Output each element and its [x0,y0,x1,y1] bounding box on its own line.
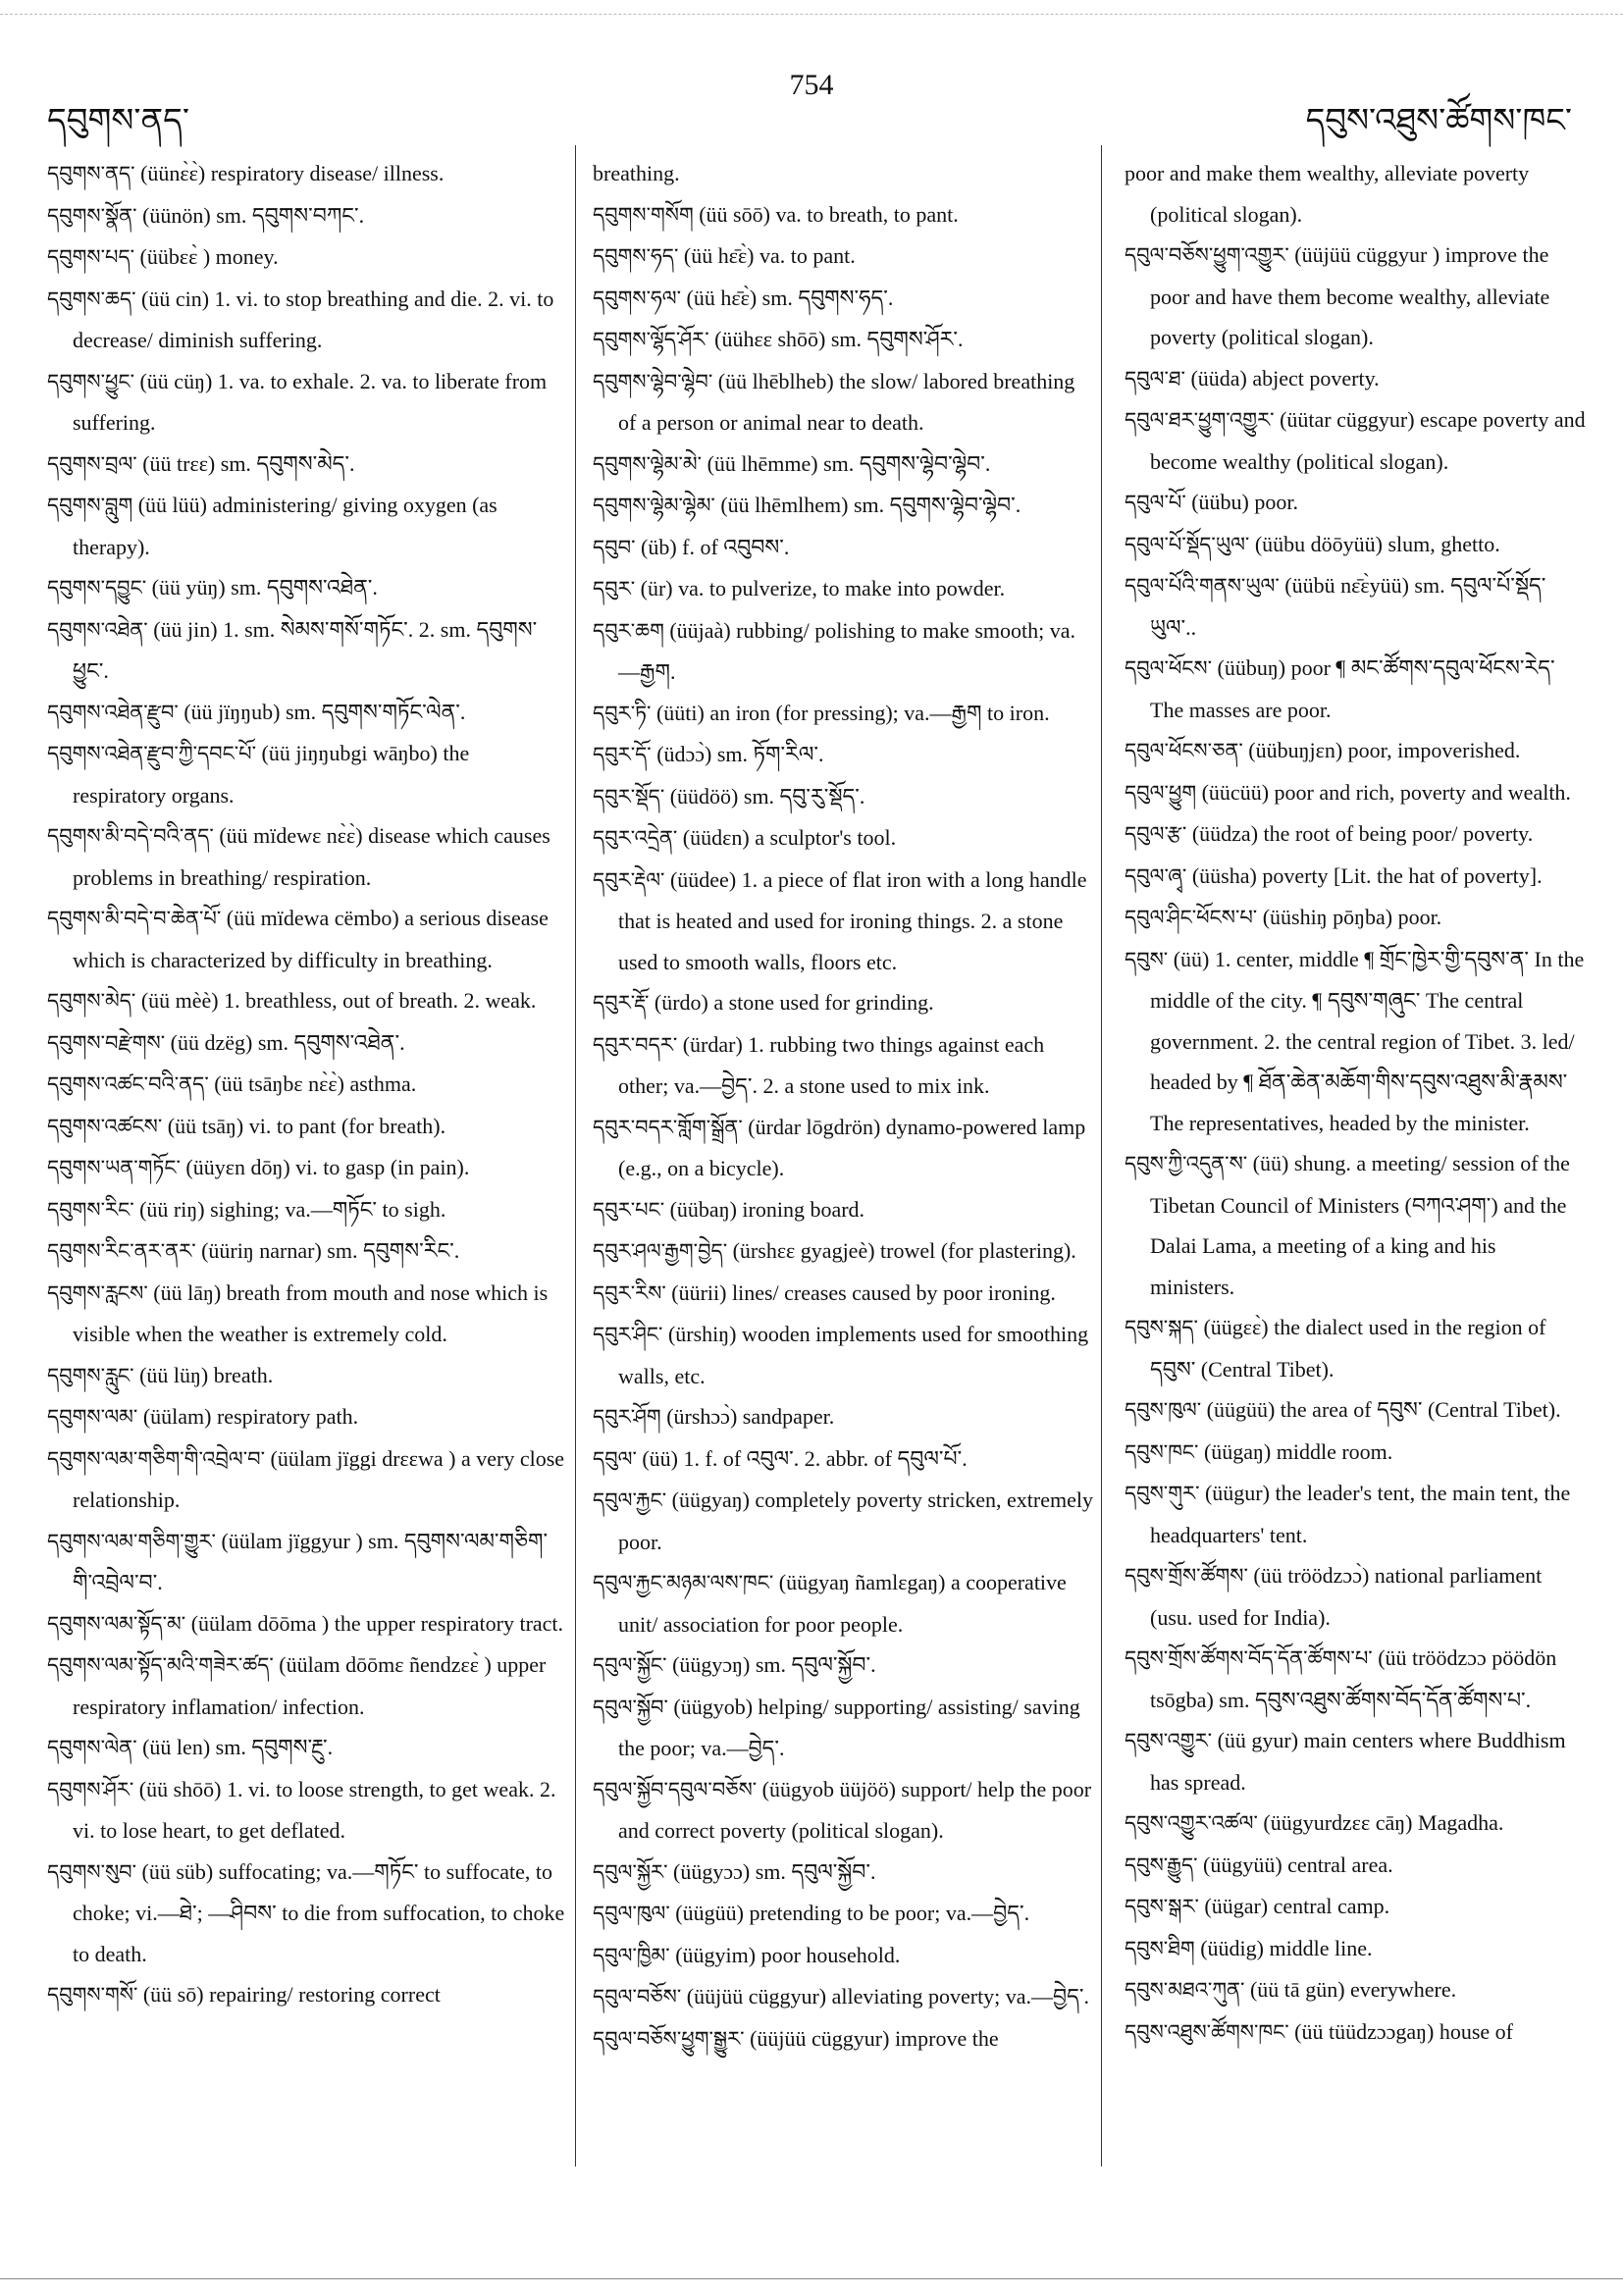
dictionary-entry [593,817,1093,860]
entry-headword: དབུགས་སྣོན་ [47,203,137,228]
entry-headword: དབུགས་རླངས་ [47,1280,148,1305]
entry-definition: (üüti) an iron (for pressing); va.—རྒྱག to iron. [651,700,1050,725]
dictionary-entry [1125,482,1586,524]
entry-definition: (üüdee) 1. a piece of flat iron with a long handle that is heated and used for ironing things. 2. a stone used to smooth walls, floors etc. [618,866,1087,974]
entry-definition: (üügyurdzɛɛ cāŋ) Magadha. [1257,1810,1504,1835]
entry-definition: (üüdöö) sm. དབུ་རུ་སྡོད་. [664,783,865,809]
entry-definition: (üü jin) 1. sm. སེམས་གསོ་གཏོང་. 2. sm. དབུགས་ཕྱུང་. [73,616,538,683]
entry-headword: དབུར་རྡེལ་ [593,867,665,892]
dictionary-entry [593,610,1093,693]
dictionary-entry [593,319,1093,361]
entry-headword: དབུགས་ལམ་སྟོད་མའི་གཟེར་ཚད་ [47,1653,274,1677]
entry-definition: (üügɛɛ̀) the dialect used in the region of དབུས་ (Central Tibet). [1150,1315,1546,1382]
entry-headword: དབུགས་སུབ་ [47,1859,137,1884]
entry-definition: (üü mïdewɛ nɛ̀ɛ̀) disease which causes problems in breathing/ respiration. [73,823,550,890]
entry-headword: དབུར་རིས་ [593,1280,666,1305]
entry-definition: (üünön) sm. དབུགས་བཀང་. [136,202,365,228]
entry-headword: དབུགས་དབྱུང་ [47,576,147,600]
entry-definition: (üü mïdewa cëmbo) a serious disease which is characterized by difficulty in breathing. [73,906,549,972]
entry-headword: དབུགས་བྲལ་ [47,451,137,476]
entry-definition: (üüda) abject poverty. [1184,365,1380,391]
entry-definition: (üü shōō) 1. vi. to loose strength, to get weak. 2. vi. to lose heart, to get deflated. [73,1776,556,1843]
entry-headword: དབུགས་ནད་ [47,162,135,185]
dictionary-entry [593,527,1093,569]
dictionary-entry [593,1769,1093,1852]
dictionary-entry [47,1603,567,1645]
entry-definition: (üübuŋ) poor ¶ མང་ཚོགས་དབུལ་ཕོངས་རེད་ The masses are poor. [1150,655,1555,722]
entry-headword: དབུས་རྒྱུད་ [1125,1852,1198,1877]
entry-headword: དབུགས་འཐེན་རྫུབ་ [47,700,179,724]
entry-headword: དབུར་ཆག [593,618,664,643]
entry-headword: དབུས་ཁུལ་ [1125,1398,1202,1422]
entry-definition: (üü tsāŋbɛ nɛ̀ɛ̀) asthma. [208,1071,417,1096]
entry-headword: དབུལ་རྐྱང་ [593,1488,667,1512]
entry-headword: དབུགས་ལམ་གཅིག་གྱུར་ [47,1529,216,1553]
bottom-edge-rule [0,2278,1623,2279]
dictionary-entry [593,1438,1093,1481]
dictionary-entry [47,1438,567,1521]
entry-definition: (üü tüüdzɔɔgaŋ) house of [1288,2018,1513,2044]
entry-definition: breathing. [593,161,680,185]
dictionary-entry [593,1644,1093,1687]
entry-headword: དབུར་ཤོག [593,1405,661,1429]
entry-definition: (ürshɛɛ gyagjeè) trowel (for plastering). [727,1238,1076,1263]
dictionary-entry [1125,1969,1586,2011]
dictionary-entry [593,1396,1093,1438]
entry-definition: (üügyob) helping/ supporting/ assisting/ saving the poor; va.—བྱེད་. [618,1694,1080,1760]
dictionary-entry [1125,235,1586,358]
running-head-right: དབུས་འཐུས་ཚོགས་ཁང་ [1305,101,1572,140]
dictionary-entry [1125,1928,1586,1970]
entry-definition: (üü tā gün) everywhere. [1244,1977,1457,2002]
dictionary-entry [1125,1720,1586,1802]
entry-definition: (üü süb) suffocating; va.—གཏོང་ to suffocate, to choke; vi.—ཐེ་; —ཤིབས་ to die from suffocation, to choke to death. [73,1858,565,1966]
entry-definition: (üüdza) the root of being poor/ poverty. [1186,821,1534,846]
entry-definition: (üü lāŋ) breath from mouth and nose which is visible when the weather is extremely cold. [73,1279,549,1346]
entry-headword: དབུལ་ཞྭ་ [1125,863,1187,888]
entry-headword: དབུགས་ཧལ་ [593,286,682,310]
entry-headword: དབུགས་འཚང་བའི་ནད་ [47,1072,209,1096]
entry-headword: དབུལ་ཐར་ཕྱུག་འགྱུར་ [1125,408,1275,432]
column-divider [1101,145,1102,2166]
dictionary-entry [47,1769,567,1852]
entry-headword: དབུས་འགྱུར་འཚལ་ [1125,1811,1258,1835]
entry-headword: དབུགས་ཤོར་ [47,1777,134,1801]
entry-definition: (üü) 1. center, middle ¶ གྲོང་ཁྱེར་གྱི་དབུས་ན་ In the middle of the city. ¶ དབུས་གཞུང་ The central government. 2. the central region of Tibet. 3. led/ headed by ¶ ཐོན་ཆེན་མཆོག་གིས་དབུས་འཐུས་མི་རྣམས་ The representatives, headed by the minister. [1150,946,1585,1135]
entry-headword: དབུས་སྒར་ [1125,1895,1199,1918]
entry-headword: དབུལ་བཅོས་ [593,1985,682,2009]
dictionary-entry [1125,813,1586,856]
dictionary-entry [593,1314,1093,1396]
dictionary-entry [593,235,1093,278]
entry-definition: (üüshiŋ pōŋba) poor. [1257,905,1442,929]
dictionary-entry [47,567,567,609]
entry-definition: (üü yüŋ) sm. དབུགས་འཐེན་. [146,575,378,600]
entry-headword: དབུལ་སྐྱོར་ [593,1859,668,1884]
entry-definition: (üülam dōōma ) the upper respiratory tract. [185,1610,564,1636]
entry-headword: དབུར་ཤིང་ [593,1323,663,1346]
entry-definition: (üügyob üüjöö) support/ help the poor and correct poverty (political slogan). [618,1776,1092,1843]
entry-definition: (üücüü) poor and rich, poverty and wealth. [1196,779,1571,805]
dictionary-entry [593,278,1093,320]
entry-headword: དབུགས་ཡན་གཏོང་ [47,1156,181,1179]
dictionary-entry [47,692,567,734]
entry-definition: (ürdar) 1. rubbing two things against each other; va.—བྱེད་. 2. a stone used to mix ink. [618,1031,1045,1098]
entry-headword: དབུགས་ལྷེམ་མེ་ [593,451,703,476]
entry-headword: དབུལ་ [593,1446,637,1471]
entry-definition: (üülam jïggi drɛɛwa ) a very close relationship. [73,1445,565,1512]
dictionary-entry [1125,1802,1586,1845]
entry-headword: དབུལ་ཕོངས་ [1125,656,1213,680]
entry-definition: (ürdar lōgdrön) dynamo-powered lamp (e.g., on a bicycle). [618,1114,1086,1180]
dictionary-entry [47,1355,567,1397]
column-3 [1125,153,1586,2165]
entry-headword: དབུར་པང་ [593,1197,665,1222]
dictionary-entry [1125,153,1586,235]
entry-headword: དབུལ་བཅོས་ཕྱུག་སྒྱུར་ [593,2026,745,2051]
entry-headword: དབུགས་མི་བདེ་བ་ཆེན་པོ་ [47,907,222,930]
entry-headword: དབུལ་པོའི་གནས་ཡུལ་ [1125,574,1280,598]
dictionary-entry [593,2018,1093,2061]
dictionary-entry [47,1189,567,1231]
entry-headword: དབུལ་ཐ་ [1125,366,1185,391]
entry-headword: དབུས་ཐིག [1125,1936,1195,1960]
entry-definition: (üü lhēmme) sm. དབུགས་ལྷེབ་ལྷེབ་. [702,450,991,476]
entry-definition: (üügyüü) central area. [1197,1852,1393,1877]
entry-definition: (üüjüü cüggyur) improve the [744,2025,999,2051]
dictionary-entry [47,1147,567,1189]
dictionary-entry [1125,399,1586,482]
entry-definition: (üügyɔŋ) sm. དབུལ་སྐྱོབ་. [666,1652,876,1677]
entry-headword: དབུལ་ཕོངས་ཅན་ [1125,739,1243,762]
entry-definition: (üü cüŋ) 1. va. to exhale. 2. va. to liberate from suffering. [73,368,548,435]
dictionary-entry [593,485,1093,527]
entry-headword: དབུར་ཤལ་རྒྱག་བྱེད་ [593,1239,728,1263]
entry-definition: (üü sōō) va. to breath, to pant. [693,201,959,227]
dictionary-entry [593,1024,1093,1107]
entry-headword: དབུར་བདར་གློག་སྒྲོན་ [593,1115,743,1139]
entry-definition: (üü sō) repairing/ restoring correct [137,1982,441,2007]
entry-headword: དབུགས་ལམ་གཅིག་གི་འབྲེལ་བ་ [47,1446,266,1471]
entry-headword: དབུལ་ཁུལ་ [593,1902,670,1925]
dictionary-entry [1125,1555,1586,1638]
dictionary-entry [593,1935,1093,1977]
entry-headword: དབུར་བདར་ [593,1032,678,1057]
dictionary-entry [1125,358,1586,400]
entry-headword: དབུགས་རླུང་ [47,1363,134,1387]
dictionary-entry [47,485,567,567]
entry-definition: (üühɛɛ shōō) sm. དབུགས་ཤོར་. [708,327,964,351]
dictionary-entry [47,1106,567,1148]
entry-definition: (üüriŋ narnar) sm. དབུགས་རིང་. [195,1238,460,1263]
entry-headword: དབུལ་སྐྱོབ་ [593,1695,668,1719]
dictionary-entry [47,361,567,444]
dictionary-entry [593,1976,1093,2018]
entry-definition: (üürii) lines/ creases caused by poor ironing. [665,1279,1056,1305]
entry-headword: དབུགས་ཆད་ [47,287,136,311]
entry-definition: (üü tröödzɔɔ pöödön tsōgba) sm. དབུས་འཐུས་ཚོགས་བོད་དོན་ཚོགས་པ་. [1150,1645,1557,1712]
entry-headword: དབུགས་ཧད་ [593,244,679,268]
dictionary-entry [47,1644,567,1727]
entry-definition: (üü) shung. a meeting/ session of the Tibetan Council of Ministers (བཀའ་ཤག་) and the Dalai Lama, a meeting of a king and his ministers. [1150,1151,1570,1299]
dictionary-entry [593,982,1093,1024]
dictionary-entry [1125,648,1586,730]
dictionary-entry [593,361,1093,444]
dictionary-entry [593,1687,1093,1769]
entry-definition: (üdɔɔ̀) sm. ཏོག་རིལ་. [651,742,824,766]
entry-headword: དབུགས་ལྷེབ་ལྷེབ་ [593,369,713,393]
dictionary-entry [593,153,1093,194]
page-number: 754 [789,69,834,101]
entry-definition: (üüjaà) rubbing/ polishing to make smooth; va.—རྒྱག. [618,617,1076,684]
entry-definition: (üüdɛn) a sculptor's tool. [677,825,897,850]
entry-definition: (üübuŋjɛn) poor, impoverished. [1242,738,1521,762]
entry-headword: དབུགས་འཐེན་ [47,617,148,642]
entry-headword: དབུལ་རྩ་ [1125,822,1187,846]
dictionary-entry [47,444,567,486]
entry-headword: དབུགས་བརྫེགས་ [47,1030,166,1055]
dictionary-entry [47,195,567,237]
entry-definition: (üü mèè) 1. breathless, out of breath. 2. weak. [135,988,537,1013]
entry-definition: (üü hɛ̄ɛ̀) sm. དབུགས་ཧད་. [681,285,894,310]
entry-definition: (üü jiŋŋubgi wāŋbo) the respiratory organs. [73,741,470,808]
entry-definition: (üügyaŋ) completely poverty stricken, extremely poor. [618,1487,1093,1554]
entry-headword: དབུགས་ལམ་ [47,1405,138,1429]
entry-headword: དབུལ་རྐྱང་མཉམ་ལས་ཁང་ [593,1571,774,1594]
entry-headword: དབུས་ཀྱི་འདུན་ས་ [1125,1152,1248,1175]
entry-definition: (üü riŋ) sighing; va.—གཏོང་ to sigh. [133,1196,446,1222]
dictionary-entry [47,733,567,815]
dictionary-entry [1125,524,1586,566]
entry-definition: (üü tröödzɔɔ̀) national parliament (usu. used for India). [1150,1563,1543,1630]
dictionary-entry [1125,939,1586,1144]
entry-headword: དབུགས་ལྷོད་ཤོར་ [593,328,709,351]
dictionary-entry [1125,1143,1586,1307]
dictionary-entry [1125,1389,1586,1432]
dictionary-entry [47,1022,567,1065]
entry-definition: (üü lüŋ) breath. [133,1362,274,1387]
entry-headword: དབུལ་སྐྱོབ་དབུལ་བཅོས་ [593,1777,758,1801]
entry-headword: དབུས་མཐའ་ཀུན་ [1125,1978,1245,2002]
dictionary-entry [593,1189,1093,1231]
entry-headword: དབུགས་རིང་ནར་ནར་ [47,1239,196,1263]
entry-headword: དབུགས་བླུག [47,494,133,517]
entry-headword: དབུགས་མི་བདེ་བའི་ནད་ [47,824,214,848]
dictionary-entry [47,815,567,898]
entry-headword: དབུལ་ཕྱུག [1125,780,1197,805]
entry-headword: དབུས་གུར་ [1125,1482,1200,1505]
entry-headword: དབུས་འཐུས་ཚོགས་ཁང་ [1125,2019,1289,2044]
entry-definition: (ürshɔɔ̀) sandpaper. [660,1404,835,1429]
dictionary-entry [593,1893,1093,1935]
entry-definition: (üügur) the leader's tent, the main tent, the headquarters' tent. [1150,1481,1571,1547]
dictionary-entry [47,609,567,692]
dictionary-entry [1125,1307,1586,1389]
dictionary-entry [1125,1845,1586,1887]
dictionary-entry [47,1974,567,2016]
entry-definition: (üütar cüggyur) escape poverty and become wealthy (political slogan). [1150,407,1586,474]
dictionary-entry [593,1273,1093,1315]
entry-definition: (üü lhēblheb) the slow/ labored breathing of a person or animal near to death. [618,368,1075,435]
entry-headword: དབུགས་འཚངས་ [47,1114,163,1138]
entry-headword: དབུར་ [593,577,636,600]
dictionary-entry [1125,1432,1586,1474]
dictionary-entry [1125,565,1586,648]
entry-headword: དབུགས་རིང་ [47,1197,134,1222]
entry-definition: (üü cin) 1. vi. to stop breathing and die. 2. vi. to decrease/ diminish suffering. [73,286,554,352]
dictionary-entry [47,1727,567,1769]
entry-definition: (üügüü) pretending to be poor; va.—བྱེད་. [669,1901,1030,1925]
dictionary-entry [47,1852,567,1975]
entry-headword: དབུས་སྐད་ [1125,1316,1198,1339]
entry-headword: དབུར་ཏི་ [593,701,652,725]
dictionary-entry [593,1480,1093,1562]
entry-headword: དབུགས་ཕྱུང་ [47,369,134,393]
dictionary-entry [593,1107,1093,1189]
entry-headword: དབུགས་གསོག [593,202,694,227]
dictionary-entry [1125,856,1586,898]
entry-definition: (üü lüü) administering/ giving oxygen (as therapy). [73,493,497,559]
dictionary-entry [593,776,1093,818]
entry-definition: (üübɛɛ̀ ) money. [134,244,279,269]
dictionary-entry [593,1562,1093,1644]
entry-definition: (üü tsāŋ) vi. to pant (for breath). [162,1113,446,1138]
entry-headword: དབུལ་པོ་སྡོད་ཡུལ་ [1125,532,1250,556]
entry-headword: དབུར་རྡོ་ [593,991,650,1015]
entry-headword: དབུས་ [1125,947,1169,971]
entry-definition: (ürshiŋ) wooden implements used for smoothing walls, etc. [618,1322,1089,1388]
entry-headword: དབུགས་ལམ་སྟོད་མ་ [47,1611,186,1636]
entry-definition: (üü trɛɛ) sm. དབུགས་མེད་. [136,450,355,476]
dictionary-entry [47,980,567,1022]
entry-definition: (üüjüü cüggyur ) improve the poor and have them become wealthy, alleviate poverty (political slogan). [1150,242,1550,349]
dictionary-entry [1125,1886,1586,1928]
top-edge-rule [0,14,1623,15]
dictionary-entry [1125,2011,1586,2054]
entry-definition: (ür) va. to pulverize, to make into powder. [635,576,1006,600]
running-head-left: དབུགས་ནད་ [47,101,190,140]
entry-headword: དབུར་འདྲེན་ [593,826,678,850]
entry-headword: དབུགས་མེད་ [47,989,136,1013]
entry-headword: དབུབ་ [593,535,636,559]
entry-headword: དབུས་ཁང་ [1125,1439,1199,1464]
entry-headword: དབུར་དོ་ [593,743,652,766]
dictionary-entry [47,1230,567,1273]
entry-headword: དབུས་འགྱུར་ [1125,1729,1213,1752]
entry-headword: དབུལ་སྐྱོང་ [593,1653,667,1677]
entry-definition: (üü jïŋŋub) sm. དབུགས་གཏོང་ལེན་. [178,699,466,724]
dictionary-entry [593,1852,1093,1894]
dictionary-entry [47,1396,567,1438]
dictionary-entry [1125,897,1586,939]
entry-definition: (üüdig) middle line. [1194,1935,1373,1960]
dictionary-entry [47,279,567,361]
entry-headword: དབུགས་ལྷེམ་ལྷེམ་ [593,494,715,517]
dictionary-entry [593,444,1093,486]
entry-definition: (üü) 1. f. of འབུལ་. 2. abbr. of དབུལ་པོ་. [636,1445,968,1471]
entry-definition: (üübaŋ) ironing board. [664,1196,865,1222]
dictionary-entry [1125,730,1586,772]
entry-definition: (üüyɛn dōŋ) vi. to gasp (in pain). [180,1155,470,1179]
entry-headword: དབུལ་པོ་ [1125,491,1186,514]
column-1 [47,153,567,2165]
dictionary-entry [593,194,1093,236]
entry-definition: poor and make them wealthy, alleviate poverty (political slogan). [1125,161,1530,227]
entry-headword: དབུགས་གསོ་ [47,1983,138,2007]
dictionary-entry [47,153,567,195]
entry-definition: (üü hɛ̄ɛ̀) va. to pant. [678,243,856,268]
entry-definition: (üügaŋ) middle room. [1198,1438,1393,1464]
dictionary-entry [593,734,1093,776]
entry-definition: (üü len) sm. དབུགས་རྔུ་. [136,1735,334,1759]
dictionary-entry [1125,1638,1586,1720]
dictionary-entry [593,568,1093,610]
entry-definition: (üü gyur) main centers where Buddhism has spread. [1150,1728,1566,1795]
entry-definition: (üübu döōyüü) slum, ghetto. [1249,531,1500,556]
entry-definition: (üülam dōōmɛ ñendzɛɛ̀ ) upper respiratory inflamation/ infection. [73,1652,547,1719]
dictionary-entry [593,1230,1093,1273]
entry-definition: (üüjüü cüggyur) alleviating poverty; va.—བྱེད་. [681,1984,1090,2009]
entry-definition: (üü lhēmlhem) sm. དབུགས་ལྷེབ་ལྷེབ་. [714,493,1021,517]
entry-headword: དབུལ་བཅོས་ཕྱུག་འགྱུར་ [1125,243,1289,267]
dictionary-entry [47,1521,567,1603]
entry-definition: (üünɛ̀ɛ̀) respiratory disease/ illness. [134,161,445,185]
entry-definition: (üb) f. of འབུབས་. [635,534,790,559]
entry-headword: དབུགས་པད་ [47,245,135,269]
entry-definition: (üügyim) poor household. [669,1942,901,1967]
entry-headword: དབུས་གྲོས་ཚོགས་ [1125,1564,1248,1588]
entry-definition: (üügar) central camp. [1198,1894,1390,1918]
entry-definition: (ürdo) a stone used for grinding. [649,990,934,1015]
dictionary-entry [593,860,1093,983]
entry-headword: དབུགས་འཐེན་རྫུབ་ཀྱི་དབང་པོ་ [47,742,257,765]
entry-headword: དབུར་སྡོད་ [593,784,665,809]
dictionary-entry [47,898,567,980]
dictionary-entry [47,1064,567,1106]
entry-headword: དབུས་གྲོས་ཚོགས་བོད་དོན་ཚོགས་པ་ [1125,1646,1373,1670]
entry-definition: (üübü nɛ̄ɛ̀yüü) sm. དབུལ་པོ་སྡོད་ཡུལ་.. [1150,573,1546,640]
entry-definition: (üügyɔɔ) sm. དབུལ་སྐྱོབ་. [667,1858,876,1884]
dictionary-entry [47,1273,567,1355]
entry-definition: (üü dzëg) sm. དབུགས་འཐེན་. [165,1029,405,1055]
entry-definition: (üügyaŋ ñamlɛgaŋ) a cooperative unit/ association for poor people. [618,1570,1067,1637]
dictionary-entry [47,236,567,279]
entry-headword: དབུལ་ཤིང་ཕོངས་པ་ [1125,906,1258,929]
entry-definition: (üüsha) poverty [Lit. the hat of poverty]. [1186,862,1543,888]
column-divider [575,145,576,2166]
dictionary-entry [593,693,1093,735]
entry-headword: དབུགས་ལེན་ [47,1736,137,1759]
entry-headword: དབུལ་ཁྱིམ་ [593,1943,670,1967]
entry-definition: (üügüü) the area of དབུས་ (Central Tibet). [1201,1397,1561,1422]
entry-definition: (üülam) respiratory path. [137,1404,359,1429]
entry-definition: (üübu) poor. [1185,490,1298,514]
column-2 [593,153,1093,2165]
dictionary-entry [1125,772,1586,814]
entry-definition: (üülam jïggyur ) sm. དབུགས་ལམ་གཅིག་གི་འབྲེལ་བ་. [73,1528,549,1594]
dictionary-entry [1125,1473,1586,1555]
